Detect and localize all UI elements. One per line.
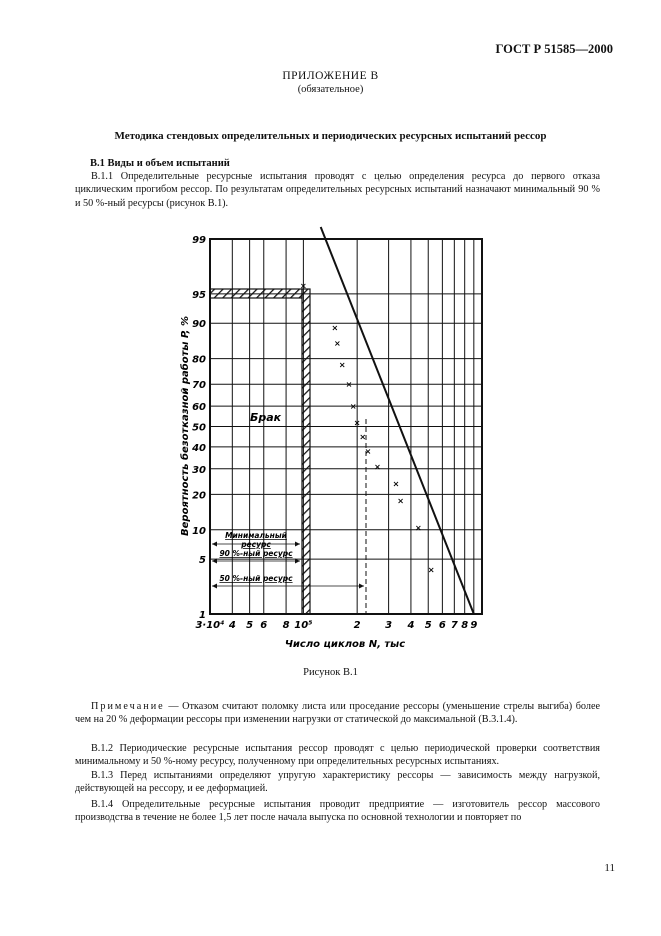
figure-caption: Рисунок В.1: [303, 667, 358, 678]
data-point: ×: [338, 360, 346, 370]
data-point: ×: [353, 418, 361, 428]
document-title: Методика стендовых определительных и периодических ресурсных испытаний рессор: [114, 130, 547, 142]
data-point: ×: [359, 432, 367, 442]
appendix-status: (обязательное): [297, 84, 364, 95]
y-tick-label: 80: [192, 354, 206, 366]
y-tick-labels: [191, 235, 206, 621]
y-tick-label: 70: [192, 380, 206, 392]
y-tick-label: 90: [192, 319, 206, 331]
page-header-standard: ГОСТ Р 51585—2000: [495, 42, 613, 56]
data-point: ×: [414, 523, 422, 533]
y-tick-label: 50: [192, 422, 206, 434]
paragraph-b12: В.1.2 Периодические ресурсные испытания рессор проводят с целью периодической проверки соответствия минимальному и 50 %-ному ресурсу, полученному при определительных ресурсных испытаниях.: [75, 743, 600, 768]
x-tick-label: 2: [353, 620, 361, 631]
data-points: [300, 281, 435, 574]
x-tick-label: 3: [385, 620, 393, 631]
data-point: ×: [345, 380, 353, 390]
paragraph-b14: В.1.4 Определительные ресурсные испытания проводит предприятие — изготовитель рессор массового производства в течение не более 1,5 лет после начала выпуска по основной технологии и повторяет по: [75, 799, 600, 824]
x-tick-label: 3·10⁴: [195, 620, 225, 631]
hatched-band-vertical: [302, 289, 310, 614]
y-tick-label: 1: [199, 610, 206, 621]
paragraph-b13: В.1.3 Перед испытаниями определяют упругую характеристику рессоры — зависимость между нагрузкой, действующей на рессору, и ее деформацией.: [75, 770, 600, 795]
data-point: ×: [300, 281, 307, 291]
data-point: ×: [392, 479, 400, 489]
x-tick-label: 5: [424, 620, 432, 631]
x-tick-label: 8: [461, 620, 469, 631]
y-tick-label: 40: [192, 442, 206, 454]
annotation-50-resource: 50 %-ный ресурс: [219, 574, 293, 583]
annotation-min-resource-line1: Минимальный: [225, 531, 287, 540]
data-point: ×: [397, 496, 404, 506]
section-heading: В.1 Виды и объем испытаний: [90, 158, 230, 169]
x-axis-label: Число циклов N, тыс: [284, 639, 406, 650]
x-tick-label: 8: [282, 620, 290, 631]
y-tick-label: 60: [192, 402, 206, 414]
note-paragraph: [75, 700, 600, 727]
annotation-min-resource-line2: ресурс: [241, 540, 271, 549]
x-tick-label: 7: [450, 620, 458, 631]
y-tick-label: 95: [192, 289, 206, 301]
data-point: ×: [334, 338, 341, 348]
x-tick-label: 6: [438, 620, 446, 631]
data-point: ×: [364, 447, 372, 457]
data-point: ×: [349, 402, 357, 412]
appendix-title: ПРИЛОЖЕНИЕ В: [282, 70, 379, 82]
figure-b1-chart: [170, 214, 500, 654]
data-point: ×: [374, 462, 381, 472]
x-tick-label: 10⁵: [294, 620, 313, 631]
fit-line: [321, 227, 474, 614]
page-number: 11: [604, 862, 615, 874]
y-tick-label: 30: [192, 464, 206, 476]
y-tick-label: 99: [192, 235, 206, 246]
data-point: ×: [331, 323, 339, 333]
x-tick-label: 6: [260, 620, 268, 631]
x-tick-label: 4: [407, 620, 415, 631]
x-tick-label: 5: [246, 620, 254, 631]
hatched-band-horizontal: [210, 289, 302, 298]
y-tick-label: 20: [192, 490, 206, 502]
x-tick-label: 4: [228, 620, 236, 631]
y-tick-label: 10: [192, 525, 206, 537]
y-axis-label: Вероятность безотказной работы P, %: [180, 316, 191, 536]
paragraph-b11: В.1.1 Определительные ресурсные испытания проводят с целью определения ресурса до первого отказа циклическим прогибом рессор. По результатам определительных ресурсных испытаний назначают минимальный 90 % и 50 %-ный ресурсы (рисунок В.1).: [75, 171, 600, 209]
note-label: Примечание: [91, 701, 165, 712]
data-point: ×: [427, 565, 435, 575]
x-tick-labels: [195, 620, 477, 631]
region-label-brak: Брак: [250, 411, 282, 424]
y-tick-label: 5: [199, 555, 206, 567]
x-tick-label: 9: [470, 620, 478, 631]
annotation-90-resource: 90 %-ный ресурс: [219, 549, 293, 558]
note-text: — Отказом считают поломку листа или проседание рессоры (уменьшение стрелы выгиба) более чем на 20 % деформации рессоры при изменении нагрузки от статической до максимальной (В.3.1.4).: [75, 701, 600, 726]
